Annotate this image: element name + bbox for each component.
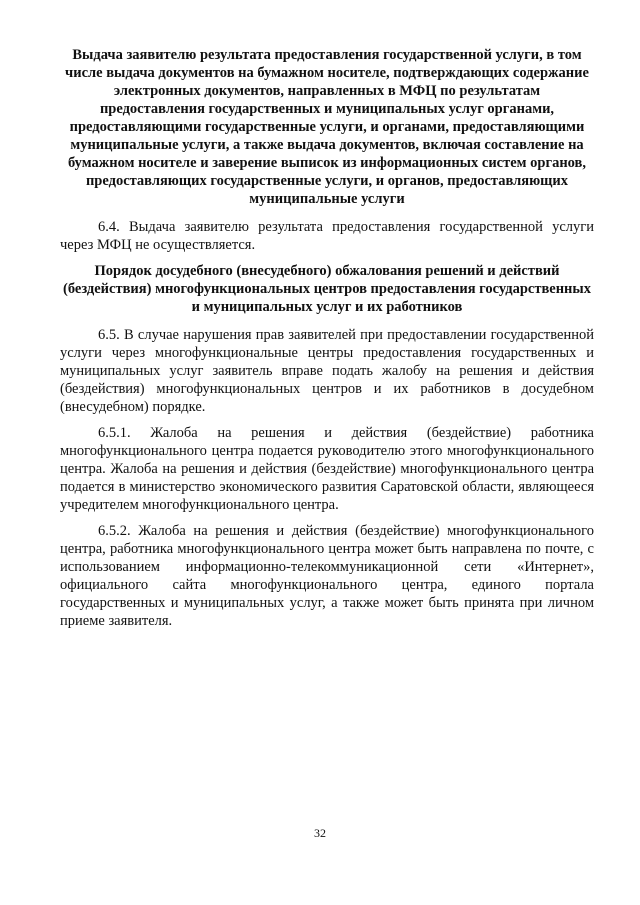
section-heading-appeal-procedure: Порядок досудебного (внесудебного) обжалования решений и действий (бездействия) многофункциональных центров предоставления государственных и муниципальных услуг и их работников bbox=[63, 263, 591, 315]
section-heading-result-issuance: Выдача заявителю результата предоставления государственной услуги, в том числе выдача документов на бумажном носителе, подтверждающих содержание электронных документов, направленных в МФЦ по результатам предоставления государственных и муниципальных услуг органами, предоставляющими государственные услуги, и органами, предоставляющими муниципальные услуги, а также выдача документов, включая составление на бумажном носителе и заверение выписок из информационных систем органов, предоставляющих государственные услуги, и органов, предоставляющих муниципальные услуги bbox=[65, 47, 589, 207]
paragraph-6-5-2: 6.5.2. Жалоба на решения и действия (бездействие) многофункционального центра, работника многофункционального центра может быть направлена по почте, с использованием информационно-телекоммуникационной сети «Интернет», официального сайта многофункционального центра, единого портала государственных и муниципальных услуг, а также может быть принята при личном приеме заявителя. bbox=[60, 523, 594, 629]
paragraph-6-5-1: 6.5.1. Жалоба на решения и действия (бездействие) работника многофункционального центра подается руководителю этого многофункционального центра. Жалоба на решения и действия (бездействие) многофункционального центра подается в министерство экономического развития Саратовской области, являющееся учредителем многофункционального центра. bbox=[60, 425, 594, 513]
document-page bbox=[60, 46, 594, 630]
page-number: 32 bbox=[314, 826, 326, 840]
paragraph-6-4: 6.4. Выдача заявителю результата предоставления государственной услуги через МФЦ не осуществляется. bbox=[60, 219, 594, 253]
paragraph-6-5: 6.5. В случае нарушения прав заявителей при предоставлении государственной услуги через многофункциональные центры предоставления государственных и муниципальных услуг заявитель вправе подать жалобу на решения и действия (бездействия) многофункциональных центров и их работников в досудебном (внесудебном) порядке. bbox=[60, 327, 594, 415]
